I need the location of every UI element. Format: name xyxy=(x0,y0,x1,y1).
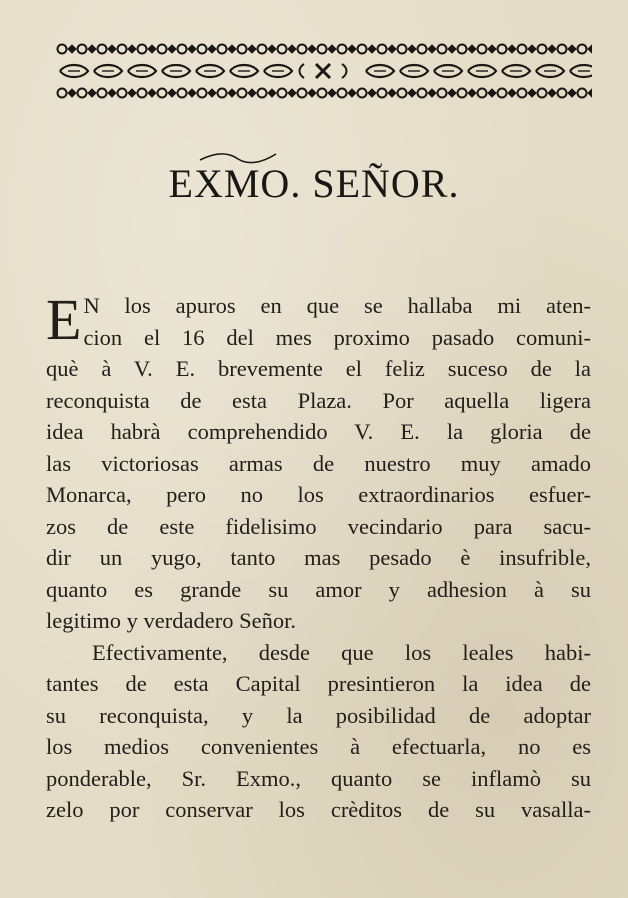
ornament-motif xyxy=(128,89,136,97)
paragraph-1 xyxy=(46,287,591,637)
ornament-motif xyxy=(338,45,347,54)
ornament-motif xyxy=(528,45,536,53)
ornament-motif xyxy=(428,89,436,97)
ornament-motif xyxy=(278,89,287,98)
ornament-motif xyxy=(228,89,236,97)
ornament-motif xyxy=(248,45,256,53)
ornament-motif xyxy=(258,89,267,98)
ornament-motif xyxy=(318,45,327,54)
ornament-motif xyxy=(288,89,296,97)
ornament-motif xyxy=(108,89,116,97)
text-line: N los apuros en que se hallaba mi aten- xyxy=(83,293,591,318)
ornament-motif xyxy=(168,45,176,53)
text-line: zelo por conservar los crèditos de su vasalla- xyxy=(46,797,591,822)
ornament-motif xyxy=(248,89,256,97)
ornament-motif xyxy=(578,89,587,98)
text-line: idea habrà comprehendido V. E. la gloria de xyxy=(46,419,591,444)
ornament-motif xyxy=(388,89,396,97)
text-line: reconquista de esta Plaza. Por aquella ligera xyxy=(46,387,591,413)
page-title: EXMO. SEÑOR. xyxy=(168,161,460,206)
ornament-motif xyxy=(368,45,376,53)
text-line: què à V. E. brevemente el feliz suceso de la xyxy=(46,356,591,381)
ornament-motif xyxy=(78,89,87,98)
ornament-motif xyxy=(498,45,507,54)
ornament-motif xyxy=(568,45,576,53)
ornament-motif xyxy=(308,45,316,53)
ornament-motif xyxy=(588,89,592,97)
ornament-motif xyxy=(448,89,456,97)
ornament-motif xyxy=(428,45,436,53)
ornament-motif xyxy=(468,45,476,53)
ornament-motif xyxy=(418,45,427,54)
text-line: los medios convenientes à efectuarla, no es xyxy=(46,734,591,759)
ornament-motif xyxy=(408,89,416,97)
ornament-motif xyxy=(208,45,216,53)
ornament-motif xyxy=(438,45,447,54)
ornament-motif xyxy=(238,89,247,98)
ornament-motif xyxy=(348,89,356,97)
text-line: Efectivamente, desde que los leales habi- xyxy=(92,639,591,665)
ornament-motif xyxy=(518,89,527,98)
ornament-motif xyxy=(158,89,167,98)
ornamental-header-band xyxy=(54,40,592,102)
text-line: zos de este fidelisimo vecindario para sacu- xyxy=(46,513,591,539)
ornament-motif xyxy=(178,89,187,98)
ornament-motif xyxy=(98,89,107,98)
ornament-motif xyxy=(168,89,176,97)
ornament-motif xyxy=(478,89,487,98)
ornament-motif xyxy=(488,45,496,53)
ornament-motif xyxy=(268,89,276,97)
ornament-motif xyxy=(118,89,127,98)
ornament-motif xyxy=(328,89,336,97)
ornament-motif xyxy=(218,89,227,98)
ornament-motif xyxy=(358,89,367,98)
ornament-motif xyxy=(508,45,516,53)
ornament-motif xyxy=(316,64,330,78)
ornament-motif xyxy=(538,89,547,98)
ornament-motif xyxy=(188,45,196,53)
paragraph-2 xyxy=(46,637,591,826)
ornament-motif xyxy=(508,89,516,97)
ornament-motif xyxy=(158,45,167,54)
text-line: su reconquista, y la posibilidad de adoptar xyxy=(46,702,591,728)
ornament-motif xyxy=(488,89,496,97)
ornament-motif xyxy=(88,45,96,53)
ornament-motif xyxy=(548,45,556,53)
ornament-motif xyxy=(88,89,96,97)
ornament-motif xyxy=(558,89,567,98)
ornament-motif xyxy=(368,89,376,97)
ornament-motif xyxy=(108,45,116,53)
text-line: legitimo y verdadero Señor. xyxy=(46,608,296,633)
ornament-motif xyxy=(298,89,307,98)
ornament-motif xyxy=(258,45,267,54)
ornament-motif xyxy=(308,89,316,97)
ornament-motif xyxy=(178,45,187,54)
ornament-motif xyxy=(208,89,216,97)
ornament-motif xyxy=(458,45,467,54)
ornament-motif xyxy=(398,45,407,54)
ornament-motif xyxy=(98,45,107,54)
ornament-motif xyxy=(528,89,536,97)
ornament-motif xyxy=(268,45,276,53)
ornament-motif xyxy=(378,89,387,98)
ornament-motif xyxy=(228,45,236,53)
ornament-motif xyxy=(342,64,347,78)
ornament-motif xyxy=(538,45,547,54)
ornament-motif xyxy=(358,45,367,54)
ornament-motif xyxy=(408,45,416,53)
ornament-motif xyxy=(300,64,305,78)
ornament-motif xyxy=(458,89,467,98)
ornament-motif xyxy=(588,45,592,53)
ornament-motif xyxy=(58,45,67,54)
text-line: cion el 16 del mes proximo pasado comuni- xyxy=(83,324,591,350)
ornament-motif xyxy=(298,45,307,54)
ornament-motif xyxy=(278,45,287,54)
ornament-motif xyxy=(328,45,336,53)
ornament-motif xyxy=(148,45,156,53)
ornament-motif xyxy=(198,89,207,98)
ornament-motif xyxy=(558,45,567,54)
ornament-motif xyxy=(78,45,87,54)
text-line: Monarca, pero no los extraordinarios esfuer- xyxy=(46,482,591,507)
ornament-motif xyxy=(138,45,147,54)
ornament-motif xyxy=(418,89,427,98)
ornament-motif xyxy=(68,89,76,97)
ornament-motif xyxy=(468,89,476,97)
ornament-motif xyxy=(338,89,347,98)
ornament-motif xyxy=(128,45,136,53)
ornament-motif xyxy=(448,45,456,53)
drop-cap: E xyxy=(46,287,82,352)
ornament-motif xyxy=(68,45,76,53)
ornament-motif xyxy=(548,89,556,97)
ornament-motif xyxy=(478,45,487,54)
ornament-motif xyxy=(218,45,227,54)
ornament-motif xyxy=(398,89,407,98)
body-text xyxy=(46,287,591,826)
ornament-motif xyxy=(238,45,247,54)
ornament-motif xyxy=(198,45,207,54)
ornament-motif xyxy=(438,89,447,98)
ornament-motif xyxy=(138,89,147,98)
ornament-motif xyxy=(148,89,156,97)
ornament-motif xyxy=(348,45,356,53)
text-line: dir un yugo, tanto mas pesado è insufrible, xyxy=(46,545,591,570)
ornament-motif xyxy=(518,45,527,54)
text-line: tantes de esta Capital presintieron la idea de xyxy=(46,671,591,696)
text-line: ponderable, Sr. Exmo., quanto se inflamò su xyxy=(46,765,591,791)
ornament-motif xyxy=(58,89,67,98)
ornament-motif xyxy=(288,45,296,53)
ornament-motif xyxy=(188,89,196,97)
text-line: quanto es grande su amor y adhesion à su xyxy=(46,576,591,602)
ornament-motif xyxy=(578,45,587,54)
ornament-motif xyxy=(378,45,387,54)
ornament-motif xyxy=(568,89,576,97)
ornament-motif xyxy=(388,45,396,53)
ornament-motif xyxy=(118,45,127,54)
ornament-motif xyxy=(498,89,507,98)
ornament-motif xyxy=(318,89,327,98)
text-line: las victoriosas armas de nuestro muy amado xyxy=(46,450,591,476)
